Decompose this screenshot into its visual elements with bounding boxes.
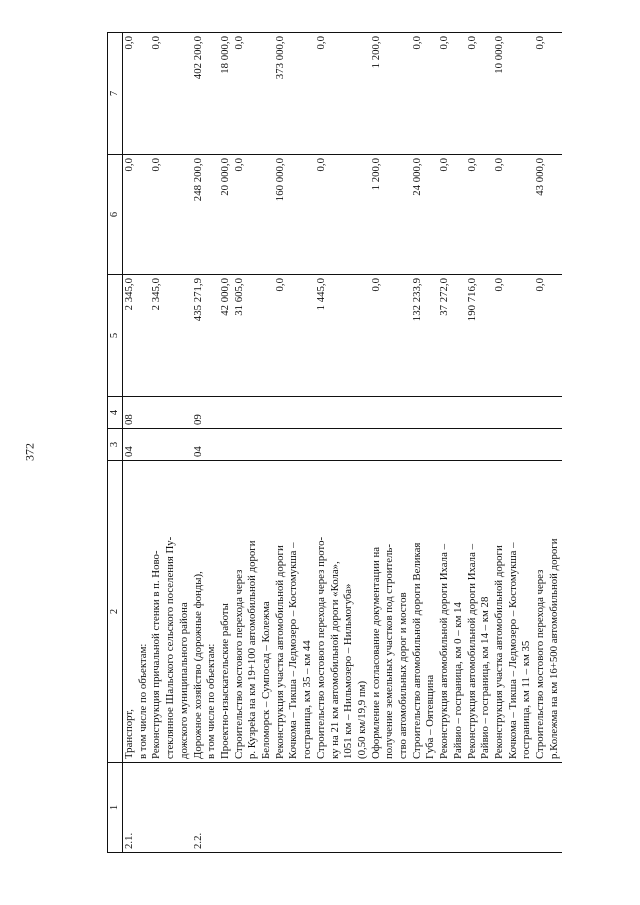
budget-table [107, 32, 562, 853]
item-name-cell: госграница, км 35 – км 44 [301, 461, 315, 763]
amount-col7-cell: 373 000,0 [274, 33, 288, 155]
table-row [219, 33, 233, 853]
item-name-cell: Реконструкция участка автомобильной дороги [274, 461, 288, 763]
subsection-code-cell [150, 397, 164, 429]
row-number-cell: 2.1. [123, 763, 137, 853]
row-number-cell [520, 763, 534, 853]
amount-col5-cell [383, 275, 397, 397]
amount-col6-cell [479, 155, 493, 275]
subsection-code-cell: 08 [123, 397, 137, 429]
table-row [438, 33, 452, 853]
amount-col5-cell: 0,0 [534, 275, 548, 397]
amount-col5-cell [205, 275, 219, 397]
subsection-code-cell [452, 397, 466, 429]
subsection-code-cell [274, 397, 288, 429]
amount-col5-cell [246, 275, 260, 397]
row-number-cell [479, 763, 493, 853]
section-code-cell [301, 429, 315, 461]
item-name-cell: Реконструкция причальной стенки в п. Ново- [150, 461, 164, 763]
amount-col7-cell [246, 33, 260, 155]
amount-col5-cell: 42 000,0 [219, 275, 233, 397]
item-name-cell: в том числе по объектам: [137, 461, 151, 763]
table-row [205, 33, 219, 853]
table-row [424, 33, 438, 853]
amount-col7-cell: 0,0 [123, 33, 137, 155]
table-row [164, 33, 178, 853]
table-row [178, 33, 192, 853]
table-row [383, 33, 397, 853]
item-name-cell: стеклянное Шальского сельского поселения Пу- [164, 461, 178, 763]
table-row [397, 33, 411, 853]
row-number-cell [356, 763, 370, 853]
row-number-cell: 2.2. [192, 763, 206, 853]
subsection-code-cell [383, 397, 397, 429]
amount-col7-cell: 0,0 [150, 33, 164, 155]
section-code-cell [397, 429, 411, 461]
table-row [507, 33, 521, 853]
amount-col5-cell [301, 275, 315, 397]
amount-col5-cell [137, 275, 151, 397]
item-name-cell: Проектно-изыскательские работы [219, 461, 233, 763]
row-number-cell [178, 763, 192, 853]
table-row [548, 33, 562, 853]
amount-col7-cell: 18 000,0 [219, 33, 233, 155]
subsection-code-cell [260, 397, 274, 429]
table-row [479, 33, 493, 853]
section-code-cell [493, 429, 507, 461]
row-number-cell [383, 763, 397, 853]
amount-col6-cell [397, 155, 411, 275]
item-name-cell: получение земельных участков под строитель- [383, 461, 397, 763]
subsection-code-cell [287, 397, 301, 429]
table-row [356, 33, 370, 853]
amount-col6-cell [178, 155, 192, 275]
amount-col6-cell [246, 155, 260, 275]
item-name-cell: Строительство автомобильной дороги Великая [411, 461, 425, 763]
amount-col6-cell: 1 200,0 [370, 155, 384, 275]
column-header-7: 7 [108, 33, 123, 155]
amount-col7-cell: 0,0 [315, 33, 329, 155]
item-name-cell: р.Колежма на км 16+500 автомобильной дороги [548, 461, 562, 763]
item-name-cell: в том числе по объектам: [205, 461, 219, 763]
amount-col7-cell [520, 33, 534, 155]
amount-col5-cell [260, 275, 274, 397]
item-name-cell: Строительство мостового перехода через [534, 461, 548, 763]
section-code-cell [534, 429, 548, 461]
subsection-code-cell [233, 397, 247, 429]
amount-col5-cell: 190 716,0 [466, 275, 480, 397]
table-row [233, 33, 247, 853]
row-number-cell [219, 763, 233, 853]
section-code-cell [383, 429, 397, 461]
amount-col5-cell: 37 272,0 [438, 275, 452, 397]
amount-col7-cell: 0,0 [534, 33, 548, 155]
amount-col6-cell [356, 155, 370, 275]
subsection-code-cell [520, 397, 534, 429]
amount-col7-cell [178, 33, 192, 155]
amount-col6-cell: 160 000,0 [274, 155, 288, 275]
subsection-code-cell [246, 397, 260, 429]
table-row [493, 33, 507, 853]
row-number-cell [301, 763, 315, 853]
amount-col7-cell [137, 33, 151, 155]
amount-col7-cell [301, 33, 315, 155]
amount-col5-cell [548, 275, 562, 397]
amount-col5-cell: 132 233,9 [411, 275, 425, 397]
subsection-code-cell [479, 397, 493, 429]
section-code-cell [452, 429, 466, 461]
table-row [520, 33, 534, 853]
amount-col6-cell [424, 155, 438, 275]
subsection-code-cell [205, 397, 219, 429]
row-number-cell [424, 763, 438, 853]
amount-col6-cell [287, 155, 301, 275]
amount-col5-cell [329, 275, 343, 397]
subsection-code-cell [329, 397, 343, 429]
subsection-code-cell [466, 397, 480, 429]
row-number-cell [137, 763, 151, 853]
item-name-cell: Беломорск – Сумпосад – Колежма [260, 461, 274, 763]
column-number-row [108, 33, 123, 853]
row-number-cell [329, 763, 343, 853]
amount-col6-cell: 0,0 [493, 155, 507, 275]
table-row [342, 33, 356, 853]
section-code-cell [315, 429, 329, 461]
item-name-cell: Строительство мостового перехода через прото- [315, 461, 329, 763]
table-row [452, 33, 466, 853]
amount-col5-cell [397, 275, 411, 397]
subsection-code-cell [164, 397, 178, 429]
row-number-cell [287, 763, 301, 853]
section-code-cell [411, 429, 425, 461]
table-row [123, 33, 137, 853]
item-name-cell: Реконструкция автомобильной дороги Ихала – [438, 461, 452, 763]
amount-col6-cell [383, 155, 397, 275]
row-number-cell [507, 763, 521, 853]
row-number-cell [315, 763, 329, 853]
amount-col7-cell [260, 33, 274, 155]
table-row [274, 33, 288, 853]
row-number-cell [342, 763, 356, 853]
amount-col7-cell [424, 33, 438, 155]
amount-col6-cell [205, 155, 219, 275]
amount-col6-cell [329, 155, 343, 275]
subsection-code-cell [507, 397, 521, 429]
row-number-cell [397, 763, 411, 853]
item-name-cell: 1051 км – Нильмозеро – Нильмогуба» [342, 461, 356, 763]
amount-col5-cell [342, 275, 356, 397]
amount-col6-cell [452, 155, 466, 275]
table-row [329, 33, 343, 853]
section-code-cell [329, 429, 343, 461]
item-name-cell: Кочкома – Тикша – Ледмозеро – Костомукша – [287, 461, 301, 763]
item-name-cell: Губа – Оятевщина [424, 461, 438, 763]
section-code-cell [287, 429, 301, 461]
amount-col6-cell: 0,0 [466, 155, 480, 275]
amount-col7-cell [287, 33, 301, 155]
amount-col5-cell: 2 345,0 [150, 275, 164, 397]
amount-col7-cell [383, 33, 397, 155]
amount-col7-cell: 0,0 [466, 33, 480, 155]
row-number-cell [205, 763, 219, 853]
amount-col6-cell [137, 155, 151, 275]
table-row [137, 33, 151, 853]
subsection-code-cell [178, 397, 192, 429]
amount-col5-cell [178, 275, 192, 397]
row-number-cell [534, 763, 548, 853]
amount-col6-cell [548, 155, 562, 275]
column-header-5: 5 [108, 275, 123, 397]
amount-col5-cell [452, 275, 466, 397]
item-name-cell: госграница, км 11 – км 35 [520, 461, 534, 763]
section-code-cell [342, 429, 356, 461]
amount-col6-cell: 0,0 [438, 155, 452, 275]
section-code-cell [466, 429, 480, 461]
amount-col6-cell: 248 200,0 [192, 155, 206, 275]
item-name-cell: ку на 21 км автомобильной дороги «Кола», [329, 461, 343, 763]
amount-col5-cell: 1 445,0 [315, 275, 329, 397]
amount-col6-cell: 0,0 [150, 155, 164, 275]
table-row [192, 33, 206, 853]
table-header [108, 33, 123, 853]
section-code-cell: 04 [123, 429, 137, 461]
subsection-code-cell: 09 [192, 397, 206, 429]
item-name-cell: дожского муниципального района [178, 461, 192, 763]
amount-col7-cell [397, 33, 411, 155]
section-code-cell [137, 429, 151, 461]
item-name-cell: Райвио – госграница, км 14 – км 28 [479, 461, 493, 763]
amount-col7-cell: 10 000,0 [493, 33, 507, 155]
section-code-cell: 04 [192, 429, 206, 461]
section-code-cell [178, 429, 192, 461]
section-code-cell [507, 429, 521, 461]
amount-col5-cell [424, 275, 438, 397]
row-number-cell [246, 763, 260, 853]
item-name-cell: Оформление и согласование документации на [370, 461, 384, 763]
section-code-cell [548, 429, 562, 461]
subsection-code-cell [397, 397, 411, 429]
amount-col7-cell [329, 33, 343, 155]
row-number-cell [274, 763, 288, 853]
column-header-4: 4 [108, 397, 123, 429]
table-row [315, 33, 329, 853]
section-code-cell [164, 429, 178, 461]
subsection-code-cell [370, 397, 384, 429]
amount-col7-cell: 0,0 [411, 33, 425, 155]
subsection-code-cell [438, 397, 452, 429]
amount-col7-cell [205, 33, 219, 155]
section-code-cell [274, 429, 288, 461]
table-row [466, 33, 480, 853]
row-number-cell [548, 763, 562, 853]
row-number-cell [411, 763, 425, 853]
subsection-code-cell [411, 397, 425, 429]
subsection-code-cell [219, 397, 233, 429]
item-name-cell: Кочкома – Тикша – Ледмозеро – Костомукша – [507, 461, 521, 763]
row-number-cell [438, 763, 452, 853]
section-code-cell [205, 429, 219, 461]
amount-col7-cell: 402 200,0 [192, 33, 206, 155]
subsection-code-cell [534, 397, 548, 429]
section-code-cell [370, 429, 384, 461]
amount-col6-cell [164, 155, 178, 275]
amount-col6-cell: 0,0 [233, 155, 247, 275]
amount-col7-cell: 0,0 [438, 33, 452, 155]
amount-col6-cell [301, 155, 315, 275]
section-code-cell [479, 429, 493, 461]
amount-col7-cell: 0,0 [233, 33, 247, 155]
item-name-cell: Транспорт, [123, 461, 137, 763]
column-header-3: 3 [108, 429, 123, 461]
amount-col6-cell: 20 000,0 [219, 155, 233, 275]
section-code-cell [219, 429, 233, 461]
table-row [246, 33, 260, 853]
amount-col5-cell: 0,0 [493, 275, 507, 397]
table-row [534, 33, 548, 853]
column-header-6: 6 [108, 155, 123, 275]
amount-col5-cell [479, 275, 493, 397]
table-body [123, 33, 562, 853]
subsection-code-cell [424, 397, 438, 429]
subsection-code-cell [548, 397, 562, 429]
table-row [260, 33, 274, 853]
amount-col7-cell [452, 33, 466, 155]
item-name-cell: Дорожное хозяйство (дорожные фонды), [192, 461, 206, 763]
amount-col5-cell: 0,0 [274, 275, 288, 397]
item-name-cell: Реконструкция автомобильной дороги Ихала – [466, 461, 480, 763]
amount-col5-cell: 31 605,0 [233, 275, 247, 397]
amount-col6-cell: 24 000,0 [411, 155, 425, 275]
table-row [301, 33, 315, 853]
item-name-cell: Реконструкция участка автомобильной дороги [493, 461, 507, 763]
item-name-cell: ство автомобильных дорог и мостов [397, 461, 411, 763]
amount-col7-cell [356, 33, 370, 155]
amount-col7-cell [507, 33, 521, 155]
section-code-cell [246, 429, 260, 461]
amount-col5-cell: 2 345,0 [123, 275, 137, 397]
amount-col6-cell [260, 155, 274, 275]
amount-col6-cell: 43 000,0 [534, 155, 548, 275]
item-name-cell: Строительство мостового перехода через [233, 461, 247, 763]
amount-col5-cell [356, 275, 370, 397]
row-number-cell [150, 763, 164, 853]
item-name-cell: (0,50 км/19,9 пм) [356, 461, 370, 763]
amount-col7-cell [479, 33, 493, 155]
row-number-cell [164, 763, 178, 853]
section-code-cell [260, 429, 274, 461]
amount-col6-cell [342, 155, 356, 275]
row-number-cell [493, 763, 507, 853]
subsection-code-cell [356, 397, 370, 429]
column-header-1: 1 [108, 763, 123, 853]
amount-col6-cell [520, 155, 534, 275]
amount-col5-cell [507, 275, 521, 397]
subsection-code-cell [137, 397, 151, 429]
budget-table-container [107, 33, 617, 853]
amount-col6-cell [507, 155, 521, 275]
table-row [370, 33, 384, 853]
amount-col5-cell [520, 275, 534, 397]
section-code-cell [438, 429, 452, 461]
amount-col7-cell [164, 33, 178, 155]
section-code-cell [150, 429, 164, 461]
amount-col5-cell: 435 271,9 [192, 275, 206, 397]
section-code-cell [424, 429, 438, 461]
section-code-cell [520, 429, 534, 461]
row-number-cell [466, 763, 480, 853]
amount-col7-cell: 1 200,0 [370, 33, 384, 155]
amount-col5-cell [287, 275, 301, 397]
section-code-cell [233, 429, 247, 461]
amount-col6-cell: 0,0 [315, 155, 329, 275]
item-name-cell: Райвио – госграница, км 0 – км 14 [452, 461, 466, 763]
subsection-code-cell [342, 397, 356, 429]
table-row [287, 33, 301, 853]
amount-col6-cell: 0,0 [123, 155, 137, 275]
item-name-cell: р. Кузреka на км 19+100 автомобильной дороги [246, 461, 260, 763]
subsection-code-cell [493, 397, 507, 429]
row-number-cell [370, 763, 384, 853]
table-row [150, 33, 164, 853]
row-number-cell [260, 763, 274, 853]
amount-col7-cell [548, 33, 562, 155]
amount-col7-cell [342, 33, 356, 155]
column-header-2: 2 [108, 461, 123, 763]
section-code-cell [356, 429, 370, 461]
table-row [411, 33, 425, 853]
subsection-code-cell [315, 397, 329, 429]
row-number-cell [452, 763, 466, 853]
row-number-cell [233, 763, 247, 853]
subsection-code-cell [301, 397, 315, 429]
amount-col5-cell: 0,0 [370, 275, 384, 397]
page-number: 372 [22, 443, 37, 461]
amount-col5-cell [164, 275, 178, 397]
